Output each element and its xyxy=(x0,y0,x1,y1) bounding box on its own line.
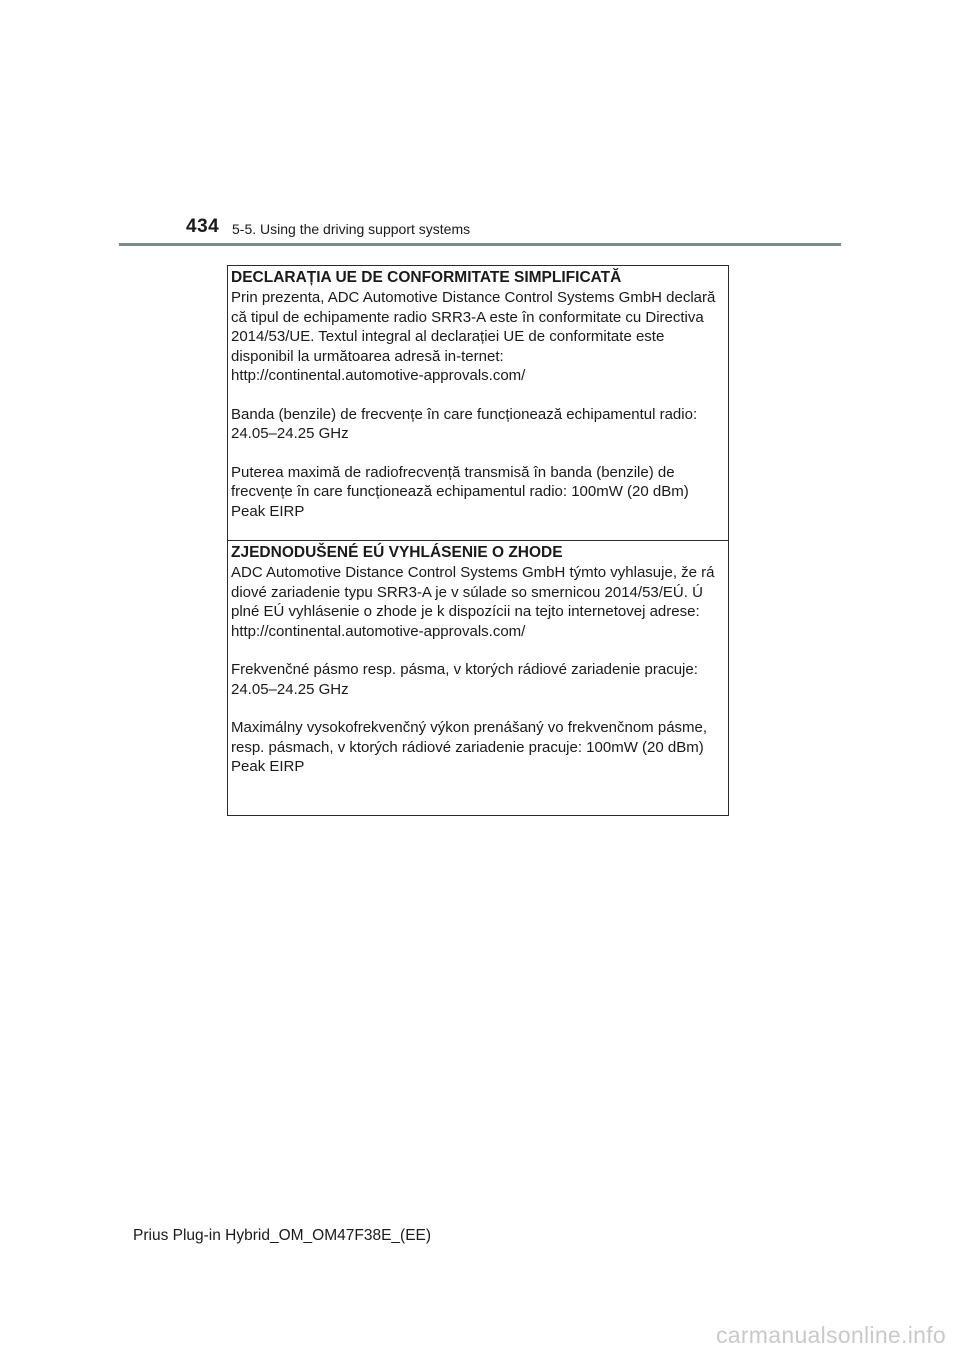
slovak-intro: ADC Automotive Distance Control Systems GmbH týmto vyhlasuje, že rá diové zariadenie typu SRR3-A je v súlade so smernicou 2014/53/EÚ. Ú plné EÚ vyhlásenie o zhode je k dispozícii na tejto internetovej adrese: http://continental.automotive-approvals.com/ xyxy=(231,564,715,640)
page-number: 434 xyxy=(186,216,220,237)
romanian-band: Banda (benzile) de frecvențe în care funcționează echipamentul radio: 24.05–24.25 GHz xyxy=(231,405,698,442)
slovak-heading: ZJEDNODUŠENÉ EÚ VYHLÁSENIE O ZHODE xyxy=(231,544,563,561)
romanian-declaration xyxy=(228,266,728,541)
slovak-band: Frekvenčné pásmo resp. pásma, v ktorých rádiové zariadenie pracuje: 24.05–24.25 GHz xyxy=(231,661,698,698)
header-rule xyxy=(119,243,841,246)
slovak-declaration xyxy=(228,541,728,796)
conformity-notice-box xyxy=(227,265,729,816)
footer-document-id: Prius Plug-in Hybrid_OM_OM47F38E_(EE) xyxy=(133,1227,432,1244)
romanian-heading: DECLARAȚIA UE DE CONFORMITATE SIMPLIFICATĂ xyxy=(231,269,622,286)
romanian-power: Puterea maximă de radiofrecvență transmisă în banda (benzile) de frecvențe în care funcționează echipamentul radio: 100mW (20 dBm) Peak EIRP xyxy=(231,463,689,520)
romanian-intro: Prin prezenta, ADC Automotive Distance Control Systems GmbH declară că tipul de echipamente radio SRR3-A este în conformitate cu Directiva 2014/53/UE. Textul integral al declarației UE de conformitate este disponibil la următoarea adresă in-ternet: http://continental.automotive-approvals.com/ xyxy=(231,289,716,384)
slovak-power: Maximálny vysokofrekvenčný výkon prenášaný vo frekvenčnom pásme, resp. pásmach, v ktorých rádiové zariadenie pracuje: 100mW (20 dBm) Peak EIRP xyxy=(231,719,708,775)
section-title: 5-5. Using the driving support systems xyxy=(232,221,471,237)
watermark: carmanualsonline.info xyxy=(715,1322,946,1348)
